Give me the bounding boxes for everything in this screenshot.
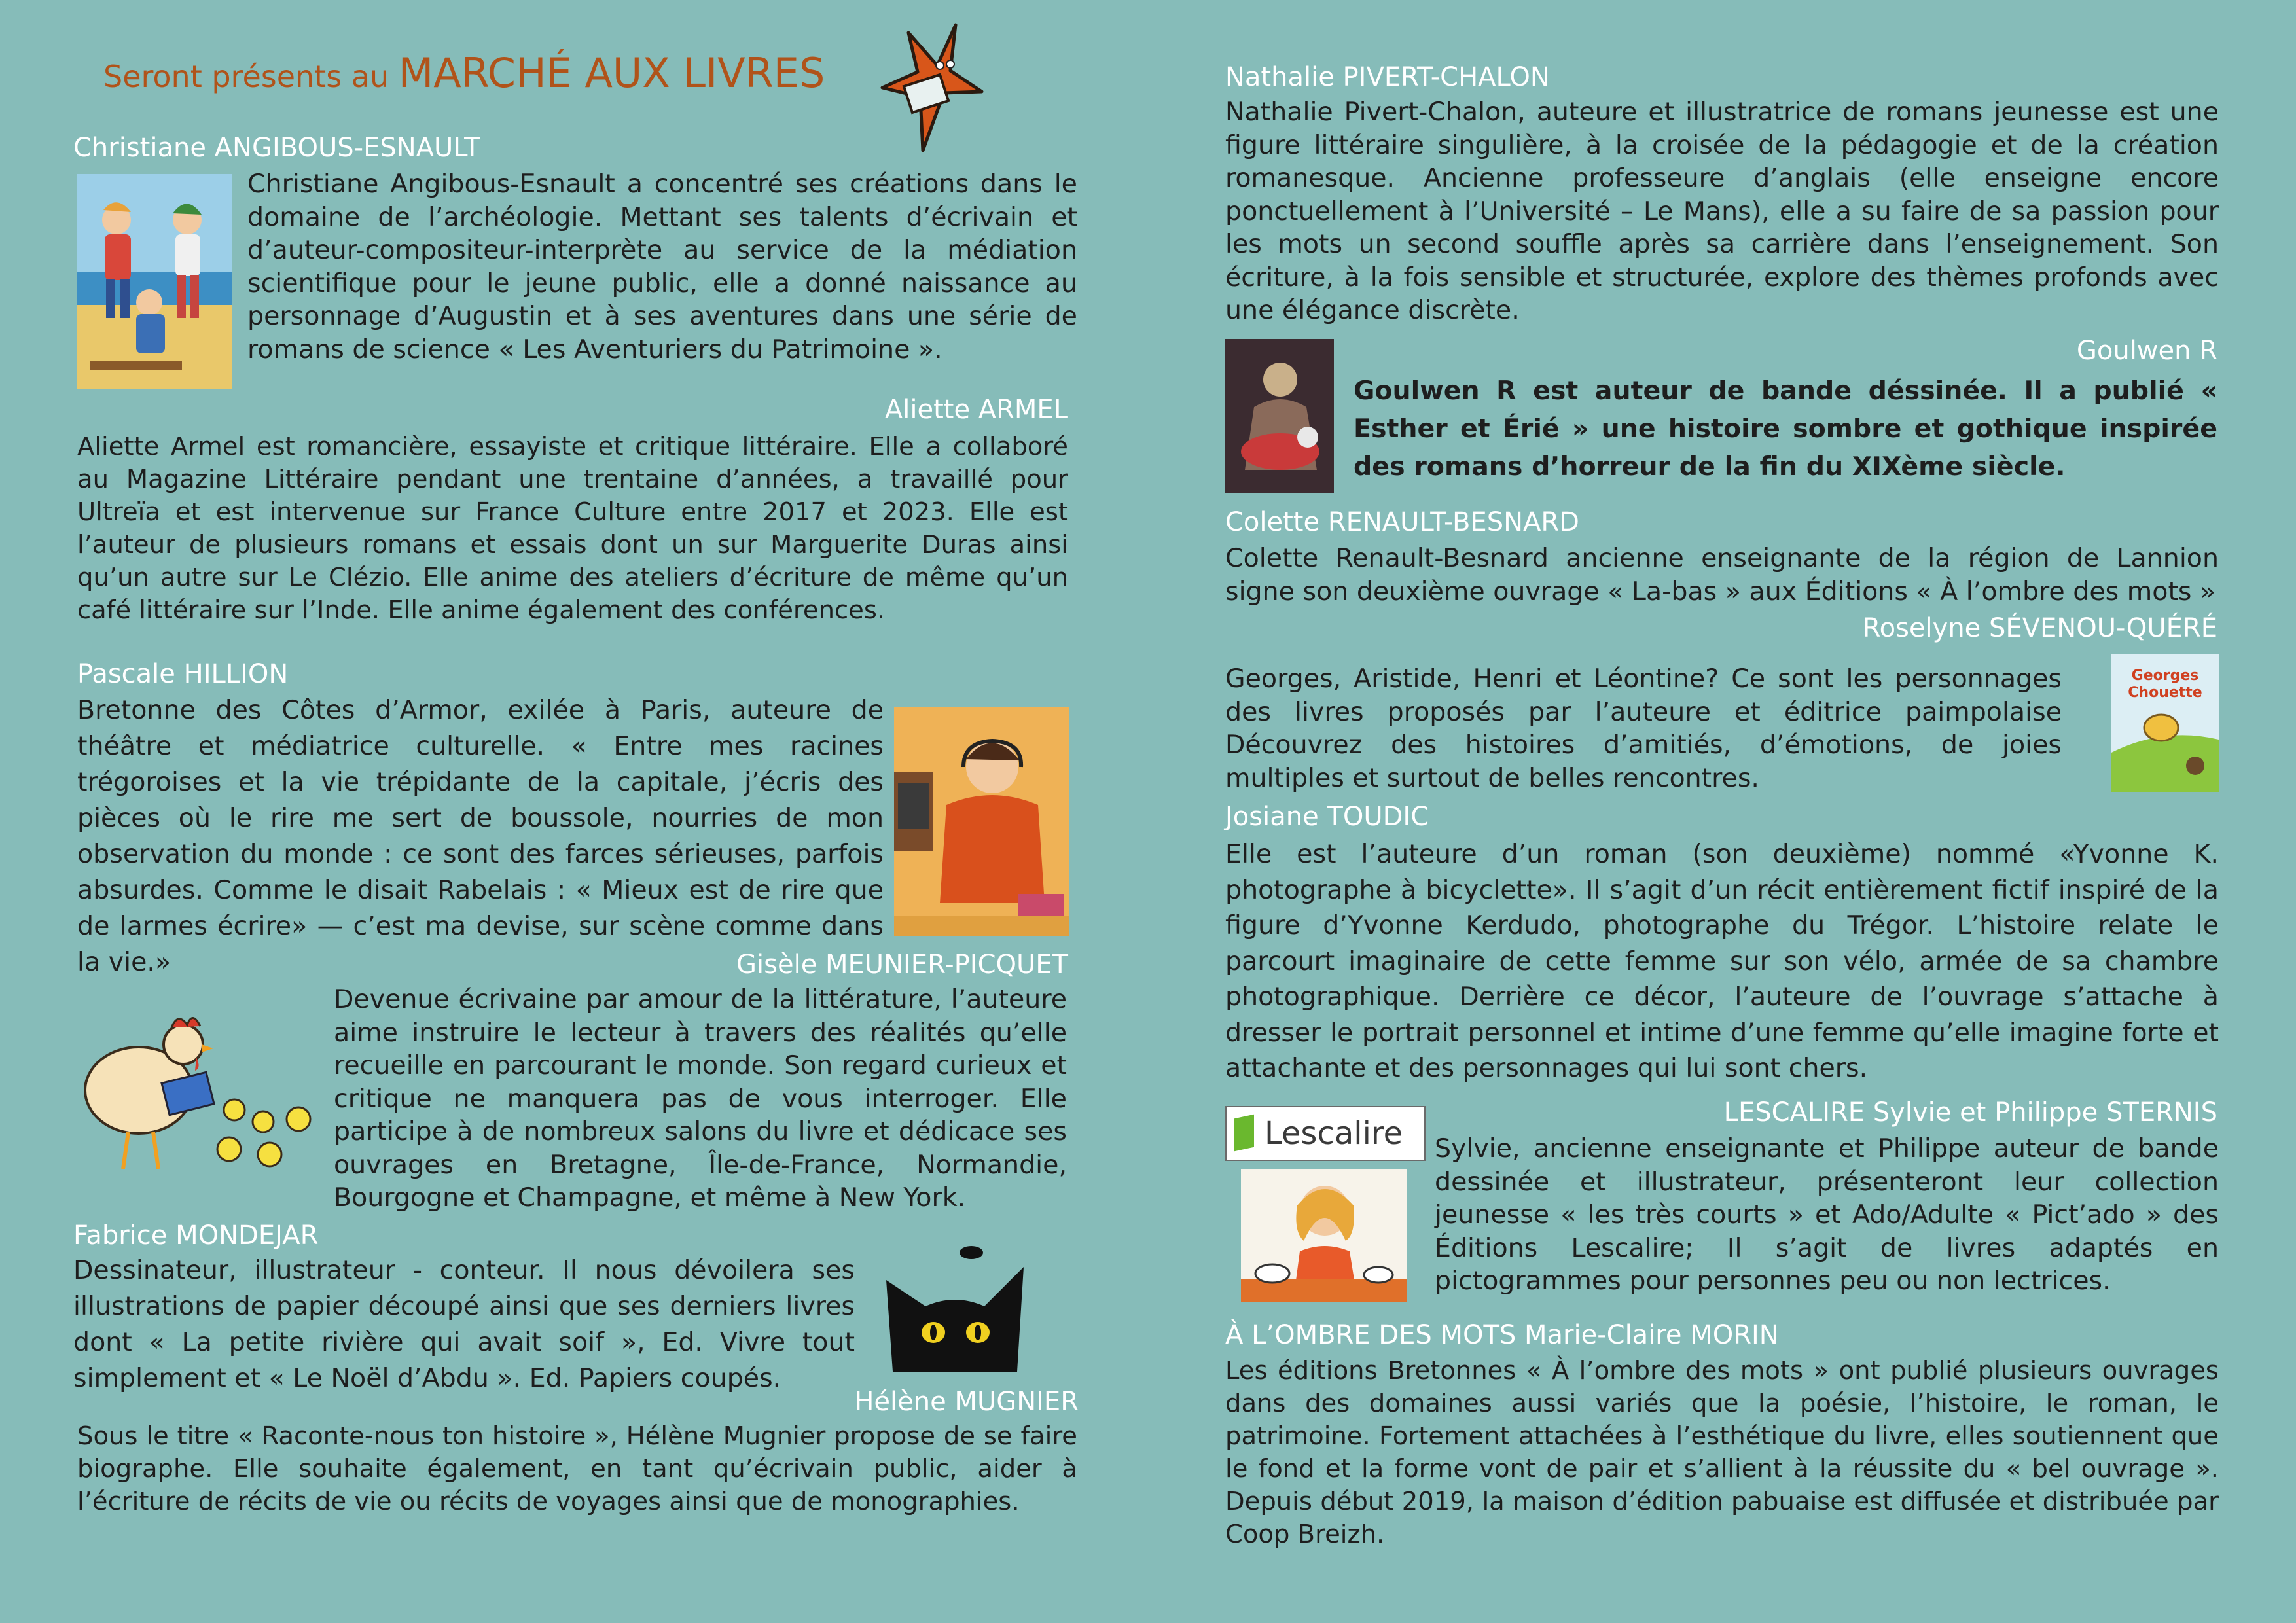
author-bio-sevenou: Georges, Aristide, Henri et Léontine? Ce sont les personnages des livres proposés par l’auteure et éditrice paimpolaise Découvrez des histoires d’amitiés, d’émotions, de joies multiples et surtout de belles rencontres.: [1225, 664, 2062, 793]
author-name-ombre: À L’OMBRE DES MOTS Marie-Claire MORIN: [1225, 1320, 1779, 1350]
starfish-reading-illustration: [877, 20, 995, 154]
lescalire-logo-text: Lescalire: [1265, 1115, 1403, 1152]
author-bio-meunier: Devenue écrivaine par amour de la littérature, l’auteure aime instruire le lecteur à travers des réalités qu’elle recueille en parcourant le monde. Son regard curieux et critique ne manquera pas de vous interroger. Elle participe à de nombreux salons du livre et dédicace ses ouvrages en Bretagne, Île-de-France, Normandie, Bourgogne et Champagne, et même à New York.: [334, 984, 1067, 1213]
sevenou-cover-title: Georges Chouette: [2128, 668, 2202, 701]
author-bio-ombre: Les éditions Bretonnes « À l’ombre des mots » ont publié plusieurs ouvrages dans des domaines aussi variés que la poésie, l’histoire, le roman, le patrimoine. Fortement attachées à l’esthétique du livre, elles soutiennent que le fond et la forme vont de pair et s’allient à la réussite du « bel ouvrage ». Depuis début 2019, la maison d’édition pabuaise est diffusée et distribuée par Coop Breizh.: [1225, 1356, 2219, 1549]
author-bio-mondejar: Dessinateur, illustrateur - conteur. Il nous dévoilera ses illustrations de papier découpé ainsi que ses derniers livres dont « La petite rivière qui avait soif », Ed. Vivre tout simplement et « Le Noël d’Abdu ». Ed. Papiers coupés.: [73, 1255, 855, 1393]
author-bio-hillion: Bretonne des Côtes d’Armor, exilée à Paris, auteure de théâtre et médiatrice culturelle. « Entre mes racines trégoroises et la vie trépidante de la capitale, j’écris des pièces où le rire me sert de boussole, nourries de mon observation du monde : ce sont des farces sérieuses, parfois absurdes. Comme le disait Rabelais : « Mieux est de rire que de larmes écrire» — c’est ma devise, sur scène comme dans la vie.»: [77, 695, 884, 977]
goulwen-book-cover: [1225, 339, 1334, 493]
author-name-hillion: Pascale HILLION: [77, 659, 289, 689]
author-name-armel: Aliette ARMEL: [884, 395, 1068, 425]
angibous-book-cover: [77, 174, 232, 389]
hillion-reading-illustration: [894, 707, 1069, 936]
author-bio-angibous: Christiane Angibous-Esnault a concentré ses créations dans le domaine de l’archéologie. Mettant ses talents d’écrivain et d’auteur-compositeur-interprète au service de la médiation scientifique pour le jeune public, elle a donné naissance au personnage d’Augustin et à ses aventures dans une série de romans de science « Les Aventuriers du Patrimoine ».: [247, 169, 1077, 365]
author-name-mugnier: Hélène MUGNIER: [854, 1387, 1079, 1417]
author-bio-lescalire: Sylvie, ancienne enseignante et Philippe auteur de bande dessinée et illustrateur, présenteront leur collection jeunesse « les très courts » et Ado/Adulte « Pict’ado » des Éditions Lescalire; Il s’agit de livres adaptés en pictogrammes pour personnes peu ou non lectrices.: [1435, 1133, 2219, 1296]
author-bio-toudic: Elle est l’auteure d’un roman (son deuxième) nommé «Yvonne K. photographe à bicyclette». Il s’agit d’un récit entièrement fictif inspiré de la figure d’Yvonne Kerdudo, photographe du Trégor. L’histoire relate le parcourt imaginaire de cette femme sur son vélo, armée de sa chambre photographique. Derrière ce décor, l’auteure de l’ouvrage s’attache à dresser le portrait personnel et intime d’une femme qu’elle imagine forte et attachante et des personnages qui lui sont chers.: [1225, 839, 2219, 1083]
author-name-renault: Colette RENAULT-BESNARD: [1225, 507, 1579, 537]
lescalire-logo-mark: [1234, 1115, 1254, 1151]
author-name-pivert: Nathalie PIVERT-CHALON: [1225, 62, 1550, 92]
lescalire-girl-illustration: [1241, 1169, 1407, 1302]
sevenou-book-cover: [2111, 654, 2219, 792]
author-name-goulwen: Goulwen R: [2076, 336, 2217, 366]
author-bio-armel: Aliette Armel est romancière, essayiste et critique littéraire. Elle a collaboré au Magazine Littéraire pendant une trentaine d’années, a travaillé pour Ultreïa et est intervenue sur France Culture entre 2017 et 2023. Elle est l’auteur de plusieurs romans et essais dont un sur Marguerite Duras ainsi qu’un autre sur Le Clézio. Elle anime des ateliers d’écriture de même qu’un café littéraire sur l’Inde. Elle anime également des conférences.: [77, 432, 1068, 625]
author-bio-goulwen: Goulwen R est auteur de bande déssinée. Il a publié « Esther et Érié » une histoire sombre et gothique inspirée des romans d’horreur de la fin du XIXème siècle.: [1354, 376, 2217, 482]
author-bio-mugnier: Sous le titre « Raconte-nous ton histoire », Hélène Mugnier propose de se faire biographe. Elle souhaite également, en tant qu’écrivain public, aider à l’écriture de récits de vie ou récits de voyages ainsi que de monographies.: [77, 1421, 1077, 1516]
author-bio-renault: Colette Renault-Besnard ancienne enseignante de la région de Lannion signe son deuxième ouvrage « La-bas » aux Éditions « À l’ombre des mots »: [1225, 543, 2219, 607]
author-name-sevenou: Roselyne SÉVENOU-QUÉRÉ: [1862, 613, 2217, 643]
page-title: Seront présents au MARCHÉ AUX LIVRES: [103, 49, 825, 97]
author-name-mondejar: Fabrice MONDEJAR: [73, 1221, 319, 1251]
author-bio-pivert: Nathalie Pivert-Chalon, auteure et illustratrice de romans jeunesse est une figure littéraire singulière, à la croisée de la pédagogie et de la création romanesque. Ancienne professeure d’anglais (elle enseigne encore ponctuellement à l’Université – Le Mans), elle a su faire de sa passion pour les mots un second souffle après sa carrière dans l’enseignement. Son écriture, à la fois sensible et structurée, explore des thèmes profonds avec une élégance discrète.: [1225, 97, 2219, 325]
author-name-meunier: Gisèle MEUNIER-PICQUET: [736, 950, 1068, 980]
hen-chicks-illustration: [73, 1005, 325, 1181]
lescalire-logo: [1225, 1106, 1426, 1161]
black-cat-illustration: [873, 1241, 1037, 1372]
author-name-lescalire: LESCALIRE Sylvie et Philippe STERNIS: [1723, 1097, 2217, 1128]
author-name-angibous: Christiane ANGIBOUS-ESNAULT: [73, 133, 480, 163]
author-name-toudic: Josiane TOUDIC: [1225, 802, 1429, 832]
